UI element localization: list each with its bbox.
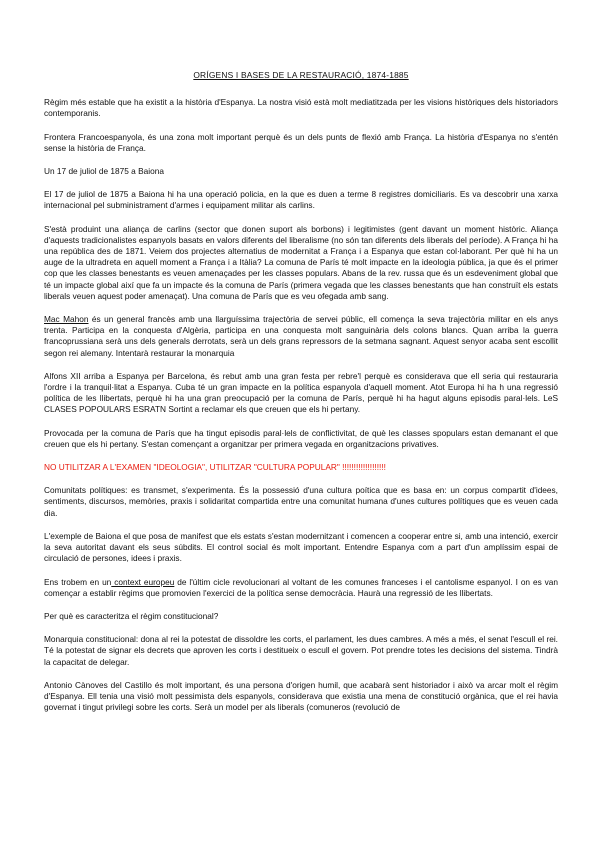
paragraph: Antonio Cànoves del Castillo és molt important, és una persona d'origen humil, que acabarà sent historiador i això va arcar molt el règim d'Espanya. Ell tenia una visió molt pessimista dels espanyols, considerava que existia una mena de constitució orgànica, que el rei havia governat i tingut privilegi sobre les corts. Serà un model per als liberals (comuneros (revolució de xyxy=(44,679,558,713)
paragraph: S'està produint una aliança de carlins (sector que donen suport als borbons) i legitimistes (gent davant un moment històric. Aliança d'aquests tradicionalistes espanyols basats en valors diferents del liberalisme (no són tan diferents dels liberals del període). A França hi ha una república des de 1871. Veiem dos projectes alternatius de modernitat a França i a Espanya que estan col·laborant. Per què hi ha un auge de la ultradreta en aquell moment a França i a Itàlia? La comuna de París té molt impacte en la ideologia pública, ja que és el primer cop que les classes benestants es veuen amenaçades per les classes populars. Abans de la rev. russa que és un esdeveniment global que té un impacte global així que fa un impacte és la comuna de París (primera vegada que les classes benestants que han construït els estats liberals veuen aquest poder amenaçat). Una comuna de París que es veu ofegada amb sang. xyxy=(44,223,558,301)
warning-note: NO UTILITZAR A L'EXAMEN "IDEOLOGIA", UTILITZAR "CULTURA POPULAR" !!!!!!!!!!!!!!!!!!! xyxy=(44,462,386,473)
section-heading: Un 17 de juliol de 1875 a Baiona xyxy=(44,166,164,177)
underlined-phrase: context europeu xyxy=(111,576,175,587)
paragraph: L'exemple de Baiona el que posa de manifest que els estats s'estan modernitzant i comencen a cooperar entre si, amb una intenció, exercir la seva autoritat davant els seus súbdits. El control social és molt important. Entendre Espanya com a part d'un amplíssim espai de circulació de persones, idees i praxis. xyxy=(44,530,558,564)
paragraph-text: Ens trobem en un xyxy=(44,576,112,587)
paragraph: Frontera Francoespanyola, és una zona molt important perquè és un dels punts de flexió amb França. La història d'Espanya no s'entén sense la història de França. xyxy=(44,131,558,153)
paragraph xyxy=(44,577,558,599)
paragraph: Alfons XII arriba a Espanya per Barcelona, és rebut amb una gran festa per rebre'l perquè es considerava que ell seria qui restauraria l'ordre i la tranquil·litat a Espanya. Cuba té un gran impacte en la política espanyola d'aquell moment. Atot Europa hi ha h una regressió política de les llibertats, perquè hi ha una gran preocupació per la comuna de París, perquè hi ha hagut alguns episodis paral·lels. LeS CLASES POPOULARS ESRATN Sortint a reclamar els que creuen que els hi pertany. xyxy=(44,370,558,415)
paragraph-text: és un general francès amb una llarguíssima trajectòria de servei públic, ell comença la seva trajectòria militar en els anys trenta. Participa en la conquesta d'Algèria, participa en una conquesta molt sanguinària dels colons blancs. Quan arriba la guerra francoprussiana serà uns dels generals derrotats, serà un dels grans repressors de la setmana sagnant. Aquest senyor acaba sent escollit segon rei alemany. Intentarà restaurar la monarquia xyxy=(44,314,558,358)
question-heading: Per què es caracteritza el règim constitucional? xyxy=(44,610,219,621)
document-title: ORÍGENS I BASES DE LA RESTAURACIÓ, 1874-1885 xyxy=(193,70,409,80)
paragraph: Comunitats polítiques: es transmet, s'experimenta. És la possessió d'una cultura poítica que es basa en: un corpus compartit d'idees, sentiments, discursos, memòries, praxis i solidaritat compartida entre una comunitat humana d'unes cultures polítiques que es veuen cada dia. xyxy=(44,485,558,518)
underlined-name: Mac Mahon xyxy=(44,314,89,325)
paragraph: Provocada per la comuna de París que ha tingut episodis paral·lels de conflictivitat, de què les classes spopulars estan demanant el que creuen que els hi pertany. S'estan començant a organitzar per primera vegada en organitzacions privatives. xyxy=(44,427,558,449)
paragraph-text: de l'últim cicle revolucionari al voltant de les comunes franceses i el cantolisme espanyol. I on es van començar a establir règims que promovien l'exercici de la política sense democràcia. Haurà una regressió de les llibertats. xyxy=(44,576,558,598)
paragraph xyxy=(44,314,558,359)
paragraph: El 17 de juliol de 1875 a Baiona hi ha una operació policia, en la que es duen a terme 8 registres domiciliaris. Es va descobrir una xarxa internacional pel subministrament d'armes i equipament militar als carlins. xyxy=(44,189,558,211)
document-body xyxy=(44,70,558,725)
paragraph: Monarquia constitucional: dona al rei la potestat de dissoldre les corts, el parlament, les dues cambres. A més a més, el senat l'escull el rei. Té la potestat de signar els decrets que aproven les corts i destitueix o escull el govern. Pot prendre totes les decisions del sistema. Tindrà la capacitat de delegar. xyxy=(44,634,558,667)
paragraph: Règim més estable que ha existit a la història d'Espanya. La nostra visió està molt mediatitzada per les visions històriques dels historiadors contemporanis. xyxy=(44,97,558,119)
